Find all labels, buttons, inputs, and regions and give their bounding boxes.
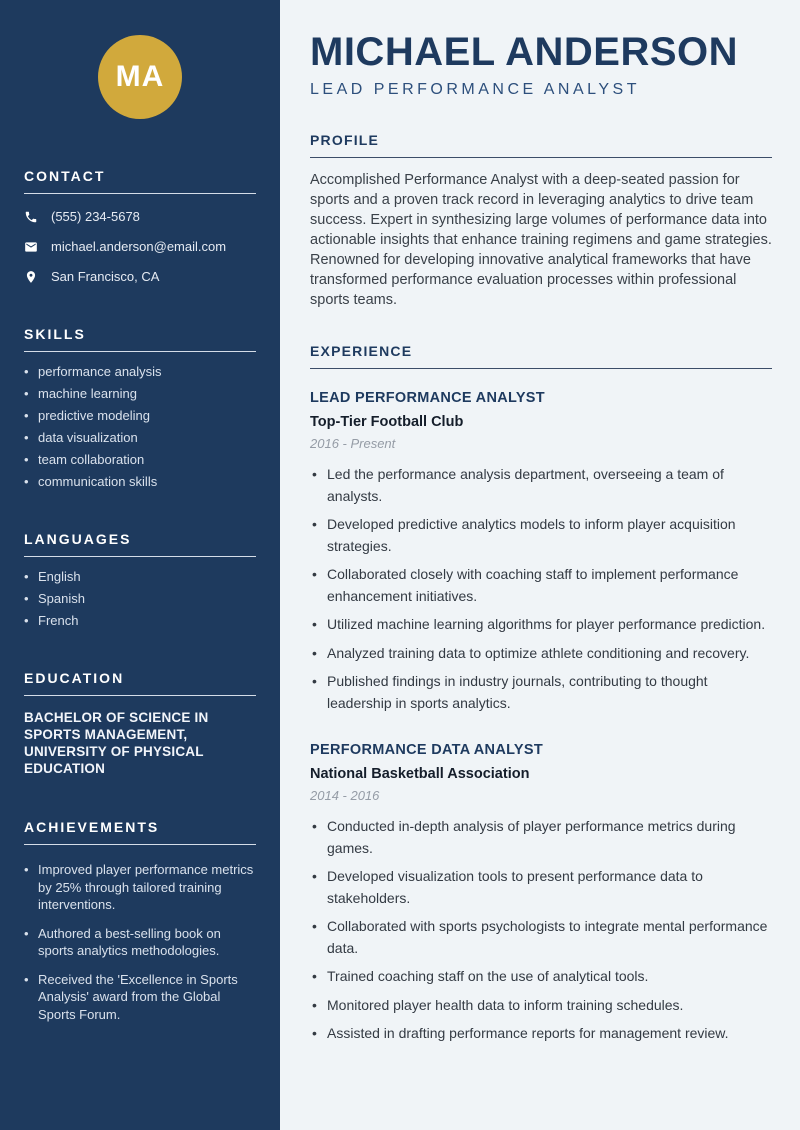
job-dates: 2016 - Present: [310, 436, 396, 451]
section-divider: [24, 193, 256, 194]
contact-phone-value: (555) 234-5678: [51, 209, 140, 224]
skill-item: • data visualization: [24, 431, 256, 445]
job-bullet: • Trained coaching staff on the use of analytical tools.: [310, 966, 772, 988]
location-icon: [24, 270, 38, 284]
job-company: Top-Tier Football Club: [310, 414, 464, 430]
skills-list: [24, 365, 256, 489]
achievements-list: [24, 861, 256, 1023]
languages-heading: LANGUAGES: [24, 531, 132, 547]
achievements-section: [24, 819, 256, 1023]
job-bullet: • Conducted in-depth analysis of player performance metrics during games.: [310, 816, 772, 859]
job-bullet: • Published findings in industry journals, contributing to thought leadership in sports analytics.: [310, 671, 772, 714]
job-bullet: • Monitored player health data to inform training schedules.: [310, 995, 772, 1017]
section-divider: [24, 844, 256, 845]
job-bullet-list: [310, 464, 772, 714]
main-content: [280, 0, 800, 1130]
contact-phone-row: [24, 209, 256, 224]
profile-section: [310, 132, 772, 310]
experience-job-1: [310, 390, 772, 714]
skill-item: • predictive modeling: [24, 409, 256, 423]
contact-email-value: michael.anderson@email.com: [51, 239, 227, 254]
language-item: • French: [24, 614, 256, 628]
job-bullet: • Collaborated with sports psychologists to integrate mental performance data.: [310, 916, 772, 959]
education-heading: EDUCATION: [24, 670, 125, 686]
languages-section: [24, 531, 256, 628]
job-bullet: • Assisted in drafting performance reports for management review.: [310, 1023, 772, 1045]
degree-text: BACHELOR OF SCIENCE IN SPORTS MANAGEMENT, UNIVERSITY OF PHYSICAL EDUCATION: [24, 710, 209, 776]
education-section: [24, 670, 256, 777]
job-role: LEAD PERFORMANCE ANALYST: [310, 390, 545, 406]
profile-text: Accomplished Performance Analyst with a deep-seated passion for sports and a proven track record in leveraging analytics to drive team success. Expert in synthesizing large volumes of performance data into actionable insights that enhance training regimens and game strategies. Renowned for developing innovative analytical frameworks that have transformed performance evaluation processes within professional sports teams.: [310, 172, 772, 308]
skill-item: • communication skills: [24, 475, 256, 489]
achievement-item: • Improved player performance metrics by 25% through tailored training interventions.: [24, 861, 256, 914]
achievement-item: • Received the 'Excellence in Sports Analysis' award from the Global Sports Forum.: [24, 971, 256, 1024]
contact-list: [24, 209, 256, 284]
experience-section: [310, 343, 772, 1045]
email-icon: [24, 240, 38, 254]
job-bullet: • Led the performance analysis department, overseeing a team of analysts.: [310, 464, 772, 507]
job-dates: 2014 - 2016: [310, 788, 380, 803]
person-job-title: LEAD PERFORMANCE ANALYST: [310, 81, 640, 98]
job-bullet: • Developed visualization tools to present performance data to stakeholders.: [310, 866, 772, 909]
experience-job-2: [310, 742, 772, 1045]
section-divider: [310, 157, 772, 158]
contact-email-row: [24, 239, 256, 254]
achievement-item: • Authored a best-selling book on sports analytics methodologies.: [24, 925, 256, 960]
section-divider: [24, 556, 256, 557]
sidebar: [0, 0, 280, 1130]
language-item: • Spanish: [24, 592, 256, 606]
person-name: MICHAEL ANDERSON: [310, 30, 739, 74]
language-item: • English: [24, 570, 256, 584]
skill-item: • machine learning: [24, 387, 256, 401]
job-bullet: • Utilized machine learning algorithms for player performance prediction.: [310, 614, 772, 636]
contact-section: [24, 168, 256, 284]
section-divider: [310, 368, 772, 369]
job-role: PERFORMANCE DATA ANALYST: [310, 742, 544, 758]
experience-heading: EXPERIENCE: [310, 343, 413, 359]
job-bullet: • Collaborated closely with coaching staff to implement performance enhancement initiatives.: [310, 564, 772, 607]
section-divider: [24, 695, 256, 696]
skill-item: • performance analysis: [24, 365, 256, 379]
skills-heading: SKILLS: [24, 326, 86, 342]
phone-icon: [24, 210, 38, 224]
contact-location-row: [24, 269, 256, 284]
job-bullet: • Analyzed training data to optimize athlete conditioning and recovery.: [310, 643, 772, 665]
section-divider: [24, 351, 256, 352]
job-bullet-list: [310, 816, 772, 1045]
profile-heading: PROFILE: [310, 132, 380, 148]
contact-location-value: San Francisco, CA: [51, 269, 160, 284]
skills-section: [24, 326, 256, 489]
skill-item: • team collaboration: [24, 453, 256, 467]
achievements-heading: ACHIEVEMENTS: [24, 819, 160, 835]
job-company: National Basketball Association: [310, 766, 530, 782]
avatar: MA: [98, 35, 182, 119]
languages-list: [24, 570, 256, 628]
contact-heading: CONTACT: [24, 168, 106, 184]
job-bullet: • Developed predictive analytics models to inform player acquisition strategies.: [310, 514, 772, 557]
